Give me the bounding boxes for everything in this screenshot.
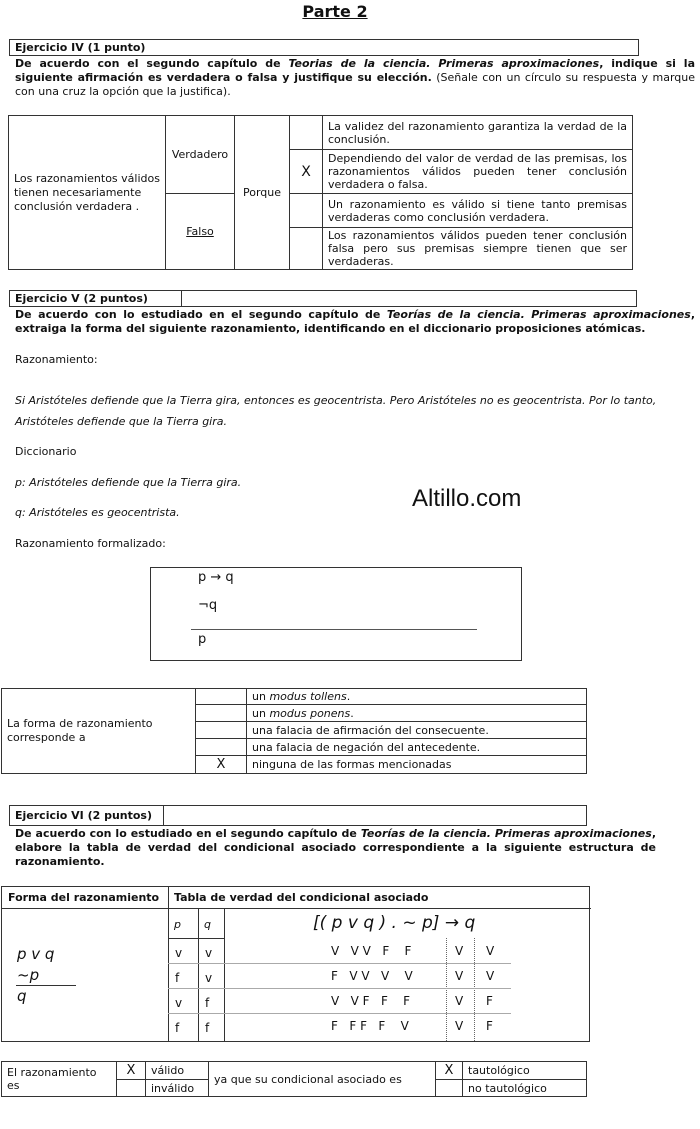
formalized-argument-box (150, 567, 522, 661)
opt-em: modus tollens (269, 690, 347, 703)
form-option-5 (247, 756, 587, 774)
exercise-5-title: Ejercicio V (2 puntos) (15, 292, 148, 305)
h-line (168, 988, 511, 989)
instr-text: De acuerdo con lo estudiado en el segundo capítulo de (15, 308, 387, 321)
option-mark-1[interactable] (290, 116, 323, 150)
conclusion-line (191, 629, 477, 630)
instr-text: , indique si la siguiente afirmación es verdadera o falsa y justifique su elección. (15, 57, 695, 84)
conclusion: p (198, 632, 207, 647)
v-line (224, 908, 225, 1041)
form-premise-2: ~p (17, 966, 40, 984)
dictionary-entry-q (15, 503, 180, 523)
no-taut-label: no tautológico (468, 1081, 547, 1095)
false-label: Falso (186, 225, 214, 238)
opt-text: un (252, 706, 270, 720)
instr-text: , extraiga la forma del siguiente razonamiento, identificando en el diccionario proposiciones atómicas. (15, 308, 695, 335)
justification-option-3 (323, 194, 633, 228)
form-conclusion-line (16, 985, 76, 986)
formalized-label: Razonamiento formalizado: (15, 537, 166, 550)
form-option-2 (247, 705, 587, 722)
opt-text: una falacia de negación del antecedente. (252, 740, 481, 754)
option-text: Los razonamientos válidos pueden tener conclusión falsa pero sus premisas siempre tienen que ser verdaderas. (328, 229, 627, 268)
exercise-4-instructions (15, 57, 695, 99)
row-1-values: V V V F F (331, 944, 412, 958)
exercise-4-title: Ejercicio IV (1 punto) (15, 41, 146, 54)
justification-option-1 (323, 116, 633, 150)
because-cell (209, 1062, 436, 1097)
var-q-header: q (204, 918, 211, 931)
row-3-q-val: F (486, 994, 493, 1008)
option-text: La validez del razonamiento garantiza la verdad de la conclusión. (328, 119, 627, 146)
v-line (446, 938, 447, 1041)
exercise-4-header (9, 39, 639, 56)
opt-text: . (350, 706, 354, 720)
conclusion-label-cell (2, 1062, 117, 1097)
formula-header: [( p v q ) . ~ p] → q (313, 913, 476, 933)
form-mark-5[interactable] (196, 756, 247, 774)
row-3-q: f (205, 996, 210, 1010)
row-3-p: v (175, 996, 183, 1010)
premise-1: p → q (198, 570, 234, 585)
option-mark-4[interactable] (290, 228, 323, 270)
form-column-header: Forma del razonamiento (8, 891, 160, 904)
invalid-mark[interactable] (117, 1080, 146, 1097)
mark: X (301, 163, 311, 180)
opt-text: un (252, 690, 270, 703)
option-text: Un razonamiento es válido si tiene tanto premisas verdaderas como conclusión verdadera. (328, 197, 627, 224)
row-1-q-val: V (486, 944, 495, 958)
h-line (225, 908, 305, 909)
justification-option-2 (323, 150, 633, 194)
truth-table-grid (168, 908, 591, 1041)
h-line (168, 963, 511, 964)
option-mark-2[interactable] (290, 150, 323, 194)
statement-text: Los razonamientos válidos tienen necesariamente conclusión verdadera . (14, 171, 160, 213)
form-options-table (1, 688, 587, 774)
v-line (198, 908, 199, 1041)
form-mark-4[interactable] (196, 739, 247, 756)
book-title: Teorias de la ciencia. Primeras aproximaciones (288, 57, 600, 70)
because-cell (235, 116, 290, 270)
form-mark-2[interactable] (196, 705, 247, 722)
because-label: ya que su condicional asociado es (214, 1072, 402, 1086)
false-option[interactable] (166, 194, 235, 270)
valid-mark[interactable] (117, 1062, 146, 1080)
row-4-q-val: F (486, 1019, 493, 1033)
form-label: La forma de razonamiento corresponde a (7, 717, 153, 744)
dictionary-entry-p (15, 473, 241, 493)
true-label: Verdadero (171, 148, 229, 161)
form-conclusion: q (17, 987, 27, 1005)
true-false-table (8, 115, 633, 270)
row-4-cond: V (455, 1019, 464, 1033)
row-2-values: F V V V V (331, 969, 413, 983)
mark: X (444, 1063, 454, 1078)
instr-note: (Señale con un círculo su respuesta y marque con una cruz la opción que la justifica). (15, 71, 695, 98)
conclusion-label: El razonamiento es (7, 1066, 97, 1092)
row-4-q: f (205, 1021, 210, 1035)
watermark: Altillo.com (412, 485, 522, 512)
opt-text: . (346, 690, 351, 703)
dict-text: : Aristóteles es geocentrista. (21, 506, 180, 519)
opt-text: ninguna de las formas mencionadas (252, 758, 452, 771)
row-1-cond: V (455, 944, 464, 958)
argument-text: Si Aristóteles defiende que la Tierra gira, entonces es geocentrista. Pero Aristóteles no es geocentrista. Por lo tanto, Aristóteles defiende que la Tierra gira. (15, 394, 657, 428)
form-option-1 (247, 689, 587, 705)
no-taut-option (463, 1080, 587, 1097)
opt-text: una falacia de afirmación del consecuente. (252, 723, 489, 737)
page-title: Parte 2 (302, 2, 368, 21)
row-2-p: f (175, 971, 180, 985)
invalid-option (146, 1080, 209, 1097)
valid-label: válido (151, 1064, 185, 1077)
row-3-cond: V (455, 994, 464, 1008)
exercise-5-header (9, 290, 637, 307)
row-1-q: v (205, 946, 213, 960)
form-label-cell (2, 689, 196, 774)
exercise-6-instructions (15, 827, 656, 869)
opt-em: modus ponens (269, 706, 351, 720)
form-option-3 (247, 722, 587, 739)
instr-text: De acuerdo con lo estudiado en el segundo capítulo de (15, 827, 361, 840)
option-mark-3[interactable] (290, 194, 323, 228)
h-line (511, 908, 591, 909)
exercise-6-title: Ejercicio VI (2 puntos) (15, 809, 153, 822)
invalid-label: inválido (151, 1081, 195, 1095)
conclusion-table (1, 1061, 587, 1097)
instr-text: De acuerdo con el segundo capítulo de (15, 57, 289, 70)
mark: X (216, 757, 226, 772)
because-label: Porque (242, 186, 282, 199)
statement-cell (9, 116, 166, 270)
premise-2: ¬q (198, 598, 218, 613)
var-p-header: p (174, 918, 181, 931)
instr-text: , elabore la tabla de verdad del condicional asociado correspondiente a la siguiente estructura de razonamiento. (15, 827, 656, 868)
valid-option (146, 1062, 209, 1080)
dict-text: : Aristóteles defiende que la Tierra gira. (21, 476, 242, 489)
h-line (168, 1013, 511, 1014)
mark: X (126, 1063, 136, 1078)
var-letter: q (15, 506, 22, 519)
true-option[interactable] (166, 116, 235, 194)
h-line (168, 938, 225, 939)
option-text: Dependiendo del valor de verdad de las premisas, los razonamientos válidos pueden tener conclusión verdadera o falsa. (328, 152, 627, 191)
v-line (474, 938, 475, 1041)
row-2-cond: V (455, 969, 464, 983)
row-4-values: F F F F V (331, 1019, 409, 1033)
exercise-6-header (9, 805, 587, 826)
row-1-p: v (175, 946, 183, 960)
form-mark-3[interactable] (196, 722, 247, 739)
razonamiento-label: Razonamiento: (15, 353, 98, 366)
row-2-q-val: V (486, 969, 495, 983)
taut-option (463, 1062, 587, 1080)
taut-label: tautológico (468, 1064, 530, 1077)
row-3-values: V V F F F (331, 994, 411, 1008)
book-title: Teorías de la ciencia. Primeras aproximaciones (360, 827, 652, 840)
row-2-q: v (205, 971, 213, 985)
no-taut-mark[interactable] (436, 1080, 463, 1097)
var-letter: p (15, 476, 22, 489)
form-mark-1[interactable] (196, 689, 247, 705)
diccionario-label: Diccionario (15, 445, 77, 458)
truth-table-block (1, 886, 590, 1042)
book-title: Teorías de la ciencia. Primeras aproximaciones (386, 308, 691, 321)
table-column-header: Tabla de verdad del condicional asociado (174, 891, 429, 904)
justification-option-4 (323, 228, 633, 270)
exercise-5-instructions (15, 308, 695, 336)
form-premise-1: p v q (17, 945, 55, 963)
row-4-p: f (175, 1021, 180, 1035)
form-option-4 (247, 739, 587, 756)
taut-mark[interactable] (436, 1062, 463, 1080)
